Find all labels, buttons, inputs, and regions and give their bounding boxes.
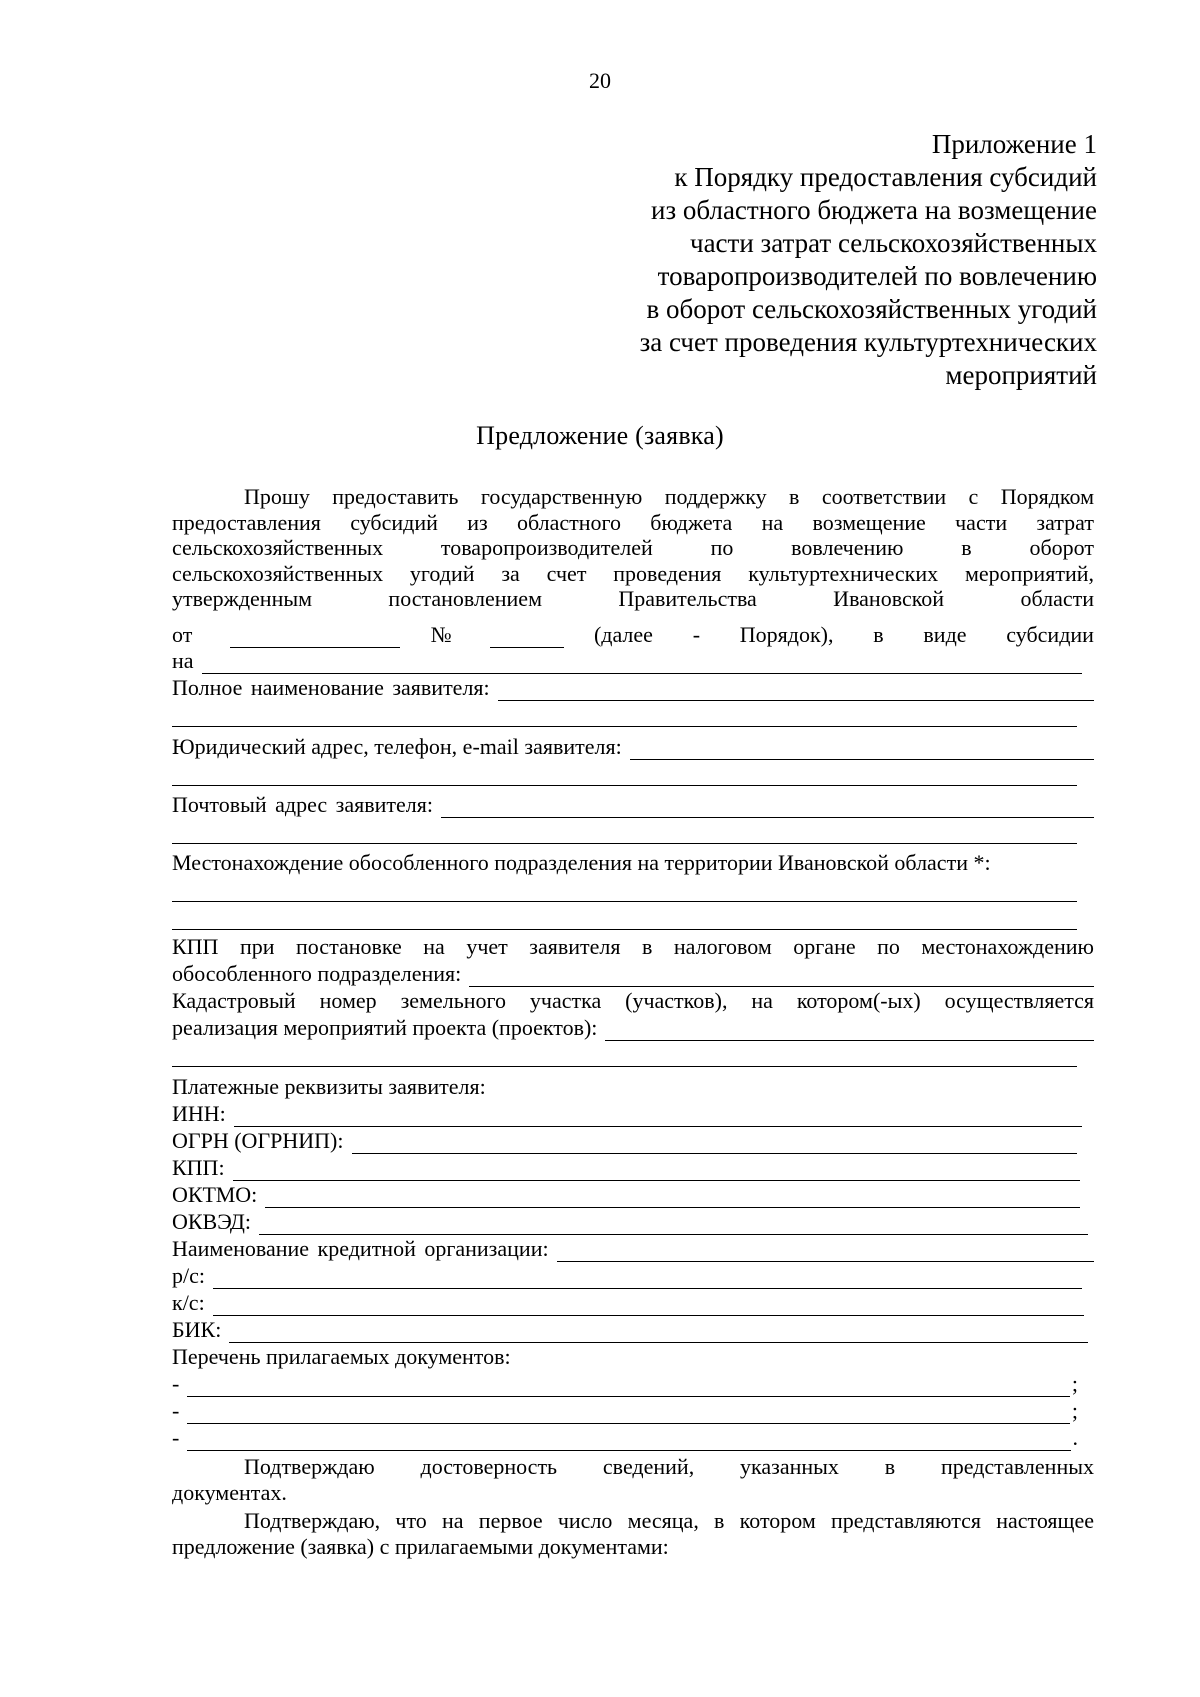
appendix-line: за счет проведения культуртехнических: [639, 327, 1097, 357]
semicolon: ;: [1071, 1398, 1078, 1423]
ogrn-label: ОГРН (ОГРНИП):: [172, 1128, 344, 1153]
page-number: 20: [589, 68, 611, 93]
legal-address-line: [172, 734, 1094, 760]
kpp-branch-label-cont: обособленного подразделения:: [172, 961, 462, 986]
branch-location-field-cont[interactable]: [172, 929, 1077, 930]
intro-line: Прошу предоставить государственную поддержку в соответствии с Порядком: [244, 484, 1094, 509]
intro-line: сельскохозяйственных товаропроизводителей по вовлечению в оборот: [172, 535, 1094, 560]
number-label: №: [430, 622, 452, 647]
ogrn-line: [172, 1128, 1077, 1154]
legal-address-field-cont[interactable]: [172, 785, 1077, 786]
legal-address-field[interactable]: [630, 740, 1094, 760]
semicolon: ;: [1071, 1371, 1078, 1396]
bank-label: Наименование кредитной организации:: [172, 1236, 549, 1261]
legal-address-label: Юридический адрес, телефон, e-mail заявителя:: [172, 734, 622, 759]
full-name-line: [172, 675, 1094, 701]
documents-heading-text: Перечень прилагаемых документов:: [172, 1344, 511, 1369]
kpp-branch-label: КПП при постановке на учет заявителя в налоговом органе по местонахождению: [172, 934, 1094, 959]
intro-line: сельскохозяйственных угодий за счет проведения культуртехнических мероприятий,: [172, 560, 1094, 586]
inn-label: ИНН:: [172, 1101, 226, 1126]
okved-line: [172, 1209, 1088, 1235]
branch-location-line: [172, 850, 1094, 876]
appendix-line: мероприятий: [945, 360, 1097, 390]
intro-line: предоставления субсидий из областного бюджета на возмещение части затрат: [172, 509, 1094, 535]
intro-line: утвержденным постановлением Правительства Ивановской области: [172, 586, 1094, 611]
cadastral-field-cont[interactable]: [172, 1066, 1077, 1067]
documents-heading: [172, 1344, 511, 1370]
decree-line: [172, 622, 1094, 648]
kpp-branch-line1: [172, 934, 1094, 960]
subsidy-purpose-line: [172, 648, 1082, 674]
postal-address-field-cont[interactable]: [172, 843, 1077, 844]
cadastral-label: Кадастровый номер земельного участка (участков), на котором(-ых) осуществляется: [172, 988, 1094, 1013]
decree-suffix: [594, 622, 1094, 648]
dash: -: [172, 1398, 180, 1423]
cadastral-field[interactable]: [605, 1021, 1094, 1041]
oktmo-label: ОКТМО:: [172, 1182, 258, 1207]
dash: -: [172, 1371, 180, 1396]
appendix-line: к Порядку предоставления субсидий: [674, 162, 1097, 192]
cadastral-line2: [172, 1015, 1094, 1041]
document-field[interactable]: [187, 1404, 1070, 1424]
inn-line: [172, 1101, 1082, 1127]
full-name-field-cont[interactable]: [172, 726, 1077, 727]
oktmo-field[interactable]: [265, 1188, 1080, 1208]
bank-line: [172, 1236, 1094, 1262]
kpp-label: КПП:: [172, 1155, 225, 1180]
branch-location-field[interactable]: [172, 901, 1077, 902]
document-item: [172, 1398, 1078, 1424]
bank-field[interactable]: [557, 1242, 1094, 1262]
kpp-branch-field[interactable]: [469, 967, 1094, 987]
bik-line: [172, 1317, 1088, 1343]
cadastral-label-cont: реализация мероприятий проекта (проектов):: [172, 1015, 598, 1040]
okved-label: ОКВЭД:: [172, 1209, 252, 1234]
rs-field[interactable]: [213, 1269, 1082, 1289]
dash: -: [172, 1425, 180, 1450]
document-field[interactable]: [187, 1431, 1070, 1451]
appendix-line: части затрат сельскохозяйственных: [689, 228, 1097, 258]
ks-label: к/с:: [172, 1290, 205, 1315]
postal-address-line: [172, 792, 1094, 818]
postal-address-field[interactable]: [441, 798, 1094, 818]
appendix-line: товаропроизводителей по вовлечению: [657, 261, 1097, 291]
confirm-paragraph-1: [172, 1454, 1094, 1505]
subsidy-purpose-field[interactable]: [202, 654, 1082, 674]
bik-label: БИК:: [172, 1317, 222, 1342]
document-field[interactable]: [187, 1377, 1070, 1397]
kpp-field[interactable]: [233, 1161, 1080, 1181]
confirm-paragraph-2: [172, 1508, 1094, 1559]
appendix-header: [457, 128, 1097, 392]
payment-heading-text: Платежные реквизиты заявителя:: [172, 1074, 486, 1099]
decree-date-field[interactable]: [230, 628, 400, 648]
intro-paragraph: [172, 484, 1094, 612]
decree-number-field[interactable]: [490, 628, 564, 648]
postal-address-label: Почтовый адрес заявителя:: [172, 792, 434, 817]
confirm-line: Подтверждаю, что на первое число месяца, в котором представляются настоящее: [244, 1508, 1094, 1533]
appendix-line: из областного бюджета на возмещение: [651, 195, 1097, 225]
rs-label: р/с:: [172, 1263, 205, 1288]
payment-heading: [172, 1074, 486, 1100]
kpp-line: [172, 1155, 1080, 1181]
confirm-line: документах.: [172, 1479, 287, 1505]
ogrn-field[interactable]: [352, 1134, 1078, 1154]
document-item: [172, 1425, 1078, 1451]
decree-suffix-text: (далее - Порядок), в виде субсидии: [593, 622, 1094, 647]
kpp-branch-line2: [172, 961, 1094, 987]
okved-field[interactable]: [259, 1215, 1088, 1235]
from-label: от: [172, 622, 193, 647]
ks-line: [172, 1290, 1084, 1316]
period: .: [1072, 1425, 1078, 1450]
on-label: на: [172, 648, 194, 673]
oktmo-line: [172, 1182, 1080, 1208]
document-item: [172, 1371, 1078, 1397]
confirm-line: предложение (заявка) с прилагаемыми документами:: [172, 1533, 669, 1559]
confirm-line: Подтверждаю достоверность сведений, указанных в представленных: [244, 1454, 1094, 1479]
inn-field[interactable]: [234, 1107, 1082, 1127]
full-name-label: Полное наименование заявителя:: [172, 675, 490, 700]
full-name-field[interactable]: [498, 681, 1094, 701]
bik-field[interactable]: [229, 1323, 1088, 1343]
document-title: Предложение (заявка): [476, 421, 724, 450]
appendix-line: в оборот сельскохозяйственных угодий: [646, 294, 1097, 324]
ks-field[interactable]: [213, 1296, 1084, 1316]
rs-line: [172, 1263, 1082, 1289]
appendix-line: Приложение 1: [931, 129, 1097, 159]
cadastral-line1: [172, 988, 1094, 1014]
branch-location-label: Местонахождение обособленного подразделения на территории Ивановской области *:: [172, 850, 991, 875]
